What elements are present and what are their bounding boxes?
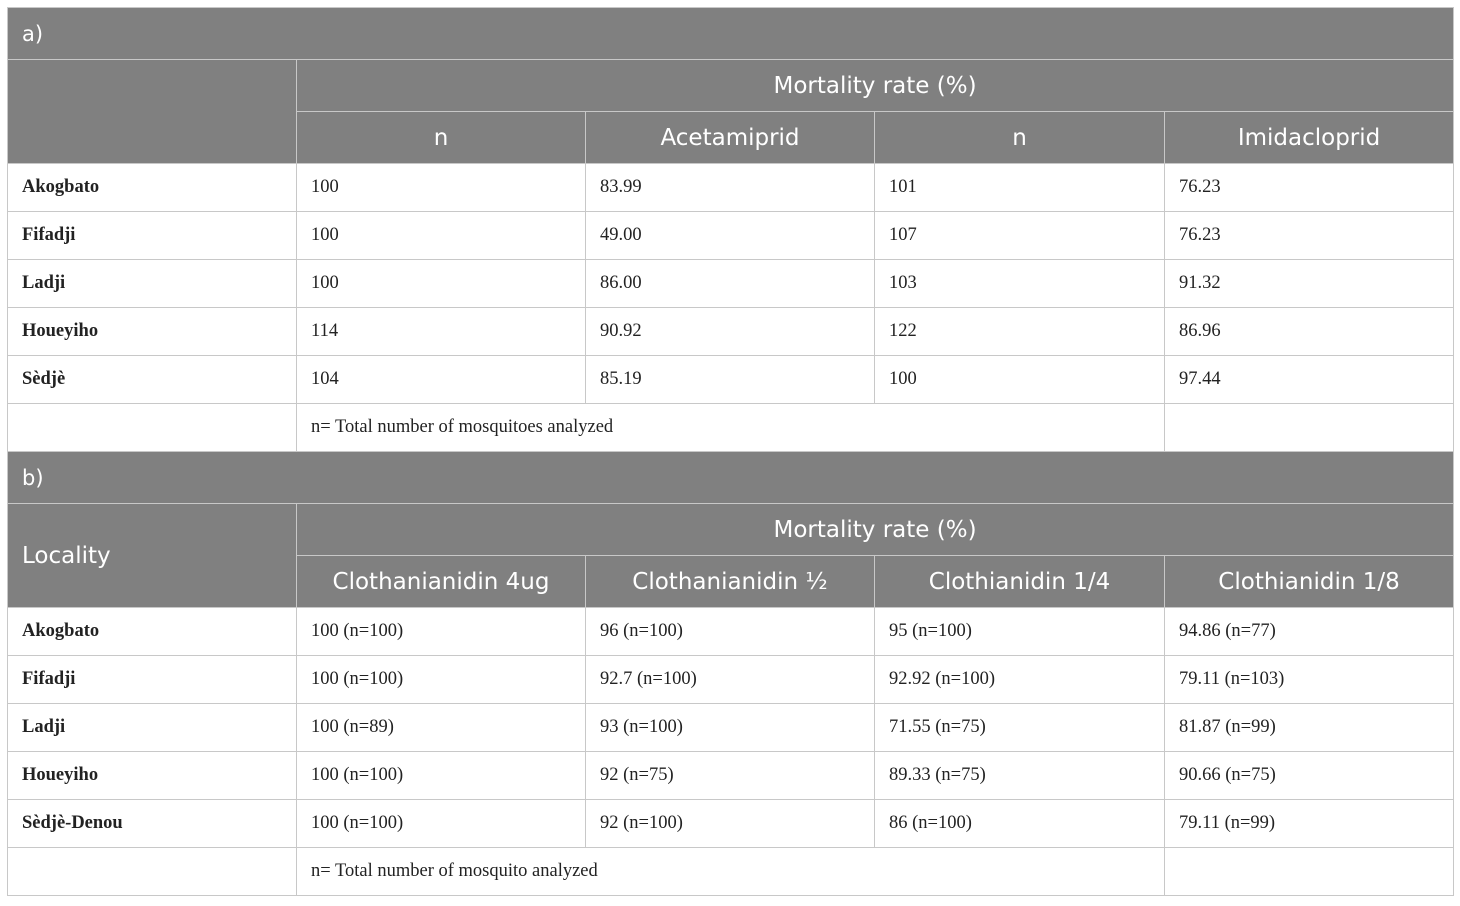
section-a-col-header: Acetamiprid <box>586 112 875 164</box>
value-cell: 100 (n=100) <box>297 752 586 800</box>
value-cell: 91.32 <box>1165 260 1454 308</box>
section-a-label: a) <box>8 8 1454 60</box>
empty-cell <box>8 848 297 896</box>
section-b-col-header: Clothanianidin ½ <box>586 556 875 608</box>
value-cell: 114 <box>297 308 586 356</box>
section-a-col-header: Imidacloprid <box>1165 112 1454 164</box>
value-cell: 86 (n=100) <box>875 800 1165 848</box>
value-cell: 49.00 <box>586 212 875 260</box>
table-row <box>8 260 1454 308</box>
locality-cell: Ladji <box>8 260 297 308</box>
value-cell: 100 (n=100) <box>297 800 586 848</box>
value-cell: 86.00 <box>586 260 875 308</box>
locality-cell: Fifadji <box>8 656 297 704</box>
table-row <box>8 356 1454 404</box>
value-cell: 122 <box>875 308 1165 356</box>
value-cell: 93 (n=100) <box>586 704 875 752</box>
table-row <box>8 800 1454 848</box>
value-cell: 97.44 <box>1165 356 1454 404</box>
locality-header: Locality <box>8 504 297 608</box>
section-b-group-row <box>8 504 1454 556</box>
section-b-label: b) <box>8 452 1454 504</box>
table-row <box>8 656 1454 704</box>
value-cell: 92.7 (n=100) <box>586 656 875 704</box>
empty-cell <box>1165 404 1454 452</box>
section-b-col-header: Clothianidin 1/4 <box>875 556 1165 608</box>
value-cell: 104 <box>297 356 586 404</box>
value-cell: 89.33 (n=75) <box>875 752 1165 800</box>
value-cell: 92 (n=75) <box>586 752 875 800</box>
value-cell: 90.92 <box>586 308 875 356</box>
locality-cell: Fifadji <box>8 212 297 260</box>
value-cell: 100 <box>875 356 1165 404</box>
value-cell: 100 (n=89) <box>297 704 586 752</box>
locality-cell: Sèdjè-Denou <box>8 800 297 848</box>
empty-cell <box>1165 848 1454 896</box>
table-row <box>8 308 1454 356</box>
section-a-corner-cell <box>8 60 297 164</box>
mortality-table <box>7 7 1454 896</box>
value-cell: 100 (n=100) <box>297 608 586 656</box>
locality-cell: Akogbato <box>8 164 297 212</box>
table-row <box>8 752 1454 800</box>
table-row <box>8 704 1454 752</box>
value-cell: 79.11 (n=103) <box>1165 656 1454 704</box>
value-cell: 100 <box>297 212 586 260</box>
section-b-group-header: Mortality rate (%) <box>297 504 1454 556</box>
locality-cell: Akogbato <box>8 608 297 656</box>
value-cell: 76.23 <box>1165 212 1454 260</box>
value-cell: 96 (n=100) <box>586 608 875 656</box>
empty-cell <box>8 404 297 452</box>
value-cell: 85.19 <box>586 356 875 404</box>
section-b-label-row <box>8 452 1454 504</box>
table-row <box>8 164 1454 212</box>
section-b-col-header: Clothianidin 1/8 <box>1165 556 1454 608</box>
value-cell: 107 <box>875 212 1165 260</box>
value-cell: 101 <box>875 164 1165 212</box>
section-a-col-header: n <box>875 112 1165 164</box>
value-cell: 76.23 <box>1165 164 1454 212</box>
table-row <box>8 608 1454 656</box>
value-cell: 79.11 (n=99) <box>1165 800 1454 848</box>
value-cell: 95 (n=100) <box>875 608 1165 656</box>
value-cell: 92.92 (n=100) <box>875 656 1165 704</box>
value-cell: 90.66 (n=75) <box>1165 752 1454 800</box>
value-cell: 94.86 (n=77) <box>1165 608 1454 656</box>
section-a-group-header: Mortality rate (%) <box>297 60 1454 112</box>
value-cell: 100 <box>297 260 586 308</box>
value-cell: 92 (n=100) <box>586 800 875 848</box>
section-a-footnote: n= Total number of mosquitoes analyzed <box>297 404 1165 452</box>
value-cell: 103 <box>875 260 1165 308</box>
section-a-col-header: n <box>297 112 586 164</box>
table-row <box>8 212 1454 260</box>
section-a-label-row <box>8 8 1454 60</box>
locality-cell: Houeyiho <box>8 752 297 800</box>
value-cell: 71.55 (n=75) <box>875 704 1165 752</box>
section-a-group-row <box>8 60 1454 112</box>
section-b-footnote-row <box>8 848 1454 896</box>
section-b-col-header: Clothanianidin 4ug <box>297 556 586 608</box>
locality-cell: Ladji <box>8 704 297 752</box>
section-b-footnote: n= Total number of mosquito analyzed <box>297 848 1165 896</box>
locality-cell: Houeyiho <box>8 308 297 356</box>
locality-cell: Sèdjè <box>8 356 297 404</box>
section-a-footnote-row <box>8 404 1454 452</box>
value-cell: 86.96 <box>1165 308 1454 356</box>
value-cell: 81.87 (n=99) <box>1165 704 1454 752</box>
value-cell: 100 <box>297 164 586 212</box>
value-cell: 100 (n=100) <box>297 656 586 704</box>
value-cell: 83.99 <box>586 164 875 212</box>
